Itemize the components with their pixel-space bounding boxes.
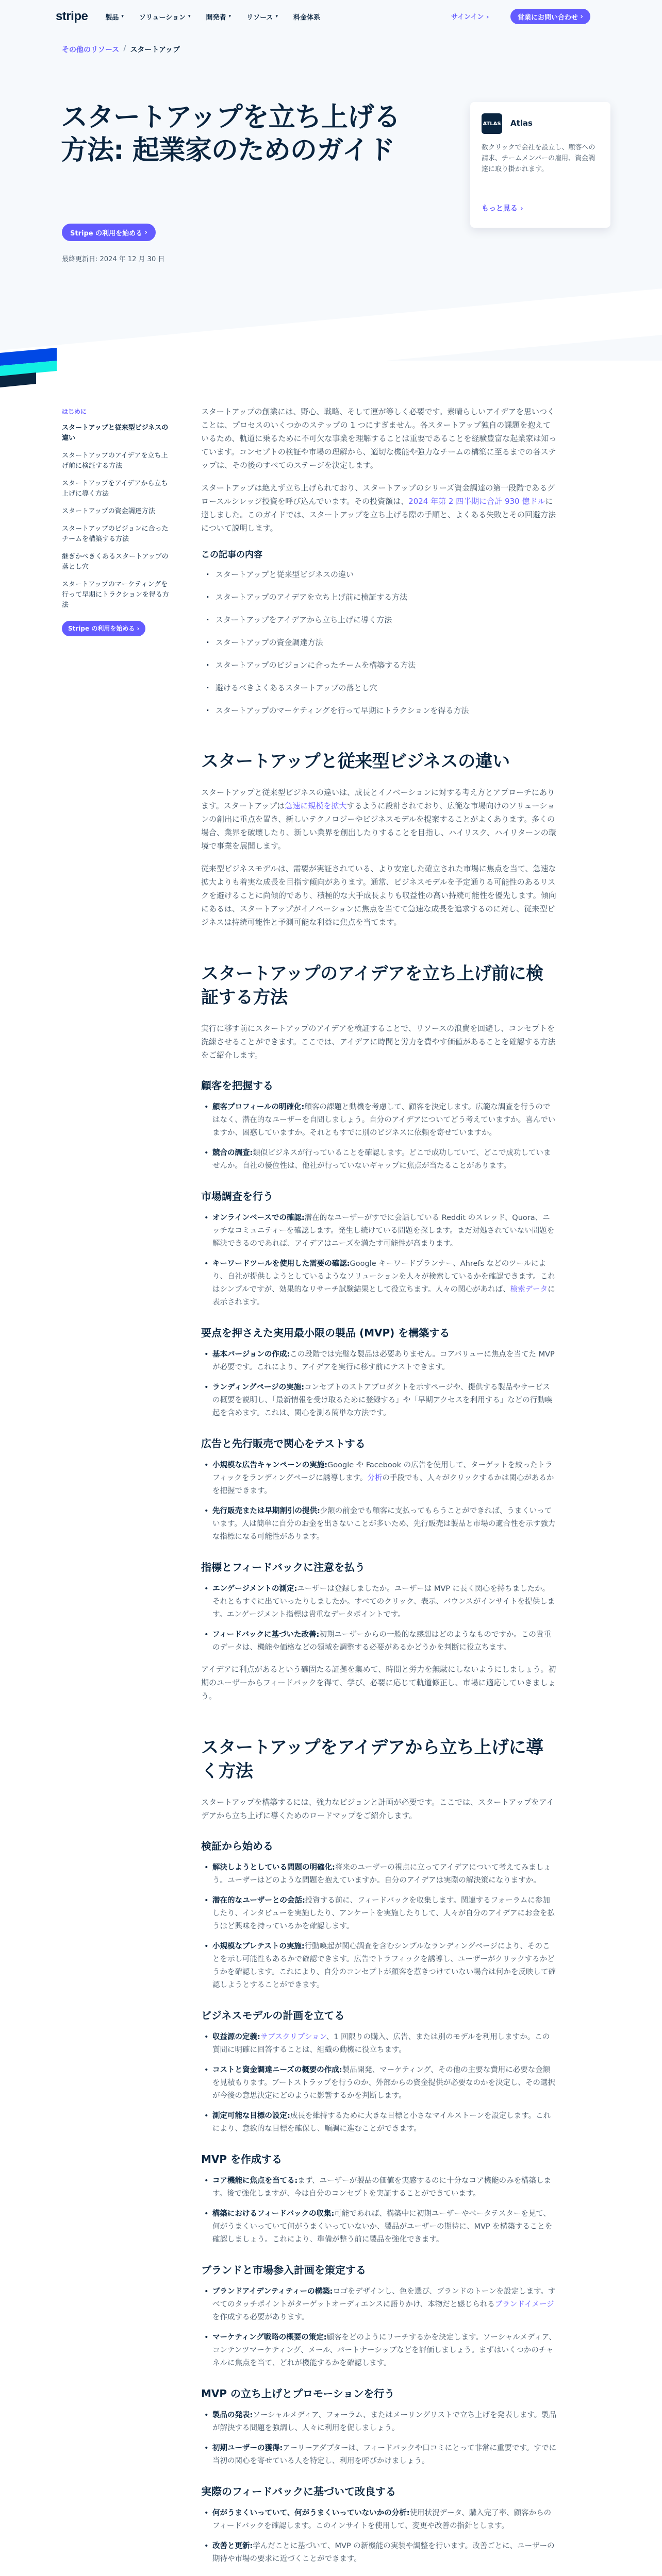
bullet-list	[212, 1212, 557, 1309]
text: 製品開発、マーケティング、その他の主要な費用に必要な金額を見積もります。ブートストラップを行うのか、外部からの資金提供が必要なのかを決定し、その選択が今後の意思決定にどのように影響するかを判断します。	[212, 2066, 555, 2100]
breadcrumb-parent[interactable]: その他のリソース	[62, 46, 120, 54]
text: の手段でも、人々がクリックするかは関心があるかを把握できます。	[212, 1474, 554, 1495]
bullet-list	[212, 2409, 557, 2468]
sidebar-cta-label: Stripe の利用を始める	[68, 625, 135, 632]
list-item	[212, 2064, 557, 2103]
list-item	[212, 2175, 557, 2200]
bold-lead: 基本バージョンの作成:	[212, 1350, 290, 1359]
list-item	[212, 1348, 557, 1374]
bold-lead: ブランドアイデンティティーの構築:	[212, 2287, 333, 2296]
bold-lead: 初期ユーザーの獲得:	[212, 2444, 283, 2452]
text: 潜在的なユーザーがすでに会話している Reddit のスレッド、Quora、ニッチなコミュニティーを確認します。発生し続けている問題を探します。まだ対処されていない問題を解決できるのであれば、アイデアはニーズを満たす可能性が高まります。	[212, 1214, 555, 1248]
list-item	[212, 2507, 557, 2533]
list-item	[212, 2208, 557, 2246]
list-item	[212, 1629, 557, 1654]
article-body	[201, 405, 557, 2576]
signin-label: サインイン	[451, 13, 484, 21]
subscription-link[interactable]: サブスクリプション	[260, 2033, 326, 2041]
bold-lead: マーケティング戦略の概要の策定:	[212, 2333, 327, 2342]
breadcrumb-current: スタートアップ	[130, 46, 180, 54]
bold-lead: エンゲージメントの測定:	[212, 1585, 297, 1593]
bullet-list	[212, 2285, 557, 2370]
nav-label: ソリューション	[139, 13, 186, 22]
text: まず、ユーザーが製品の価値を実感するのに十分なコア機能のみを構築します。後で強化しますが、今は自分のコンセプトを実証することができています。	[212, 2177, 552, 2198]
bold-lead: 顧客プロフィールの明確化:	[212, 1103, 305, 1111]
list-item	[212, 1381, 557, 1420]
chevron-right-icon: ›	[486, 13, 489, 21]
stripe-logo[interactable]: stripe	[56, 9, 88, 23]
bold-lead: フィードバックに基づいた改善:	[212, 1631, 320, 1639]
chevron-right-icon: ›	[520, 205, 523, 213]
nav-solutions[interactable]	[139, 12, 191, 22]
paragraph: 実行に移す前にスタートアップのアイデアを検証することで、リソースの浪費を回避し、コンセプトを洗練させることができます。ここでは、アイデアに時間と労力を費やす価値があることを確認する方法をご紹介します。	[201, 1024, 556, 1060]
subsection-heading: 要点を押さえた実用最小限の製品 (MVP) を構築する	[201, 1327, 450, 1339]
subsection-heading: 検証から始める	[201, 1840, 273, 1852]
text: 将来のユーザーの視点に立ってアイデアについて考えてみましょう。ユーザーはどのような問題を抱えていますか。自分のアイデアは実際の解決策になりますか。	[212, 1863, 551, 1885]
bold-lead: 製品の発表:	[212, 2411, 253, 2419]
nav-resources[interactable]	[246, 12, 278, 22]
sidebar-item-validate[interactable]: スタートアップのアイデアを立ち上げ前に検証する方法	[62, 452, 168, 470]
toc-item[interactable]: · スタートアップのアイデアを立ち上げ前に検証する方法	[216, 591, 557, 603]
list-item	[212, 2442, 557, 2468]
chevron-down-icon: ▾	[275, 14, 278, 19]
subsection-heading: 広告と先行販売で関心をテストする	[201, 1437, 366, 1450]
text: この段階では完璧な製品は必要ありません。コアバリューに焦点を当てた MVP が必要です。これにより、アイデアを実行に移す前にテストできます。	[212, 1350, 555, 1371]
toc-item[interactable]: · スタートアップのビジョンに合ったチームを構築する方法	[216, 659, 557, 671]
sidebar	[62, 407, 170, 636]
subsection-heading: MVP の立ち上げとプロモーションを行う	[201, 2387, 395, 2400]
bullet-list	[212, 1861, 557, 1992]
chevron-down-icon: ▾	[121, 14, 124, 19]
bold-lead: 測定可能な目標の設定:	[212, 2112, 290, 2120]
chevron-right-icon: ›	[580, 12, 583, 21]
list-item	[212, 1258, 557, 1309]
list-item	[212, 2285, 557, 2324]
breadcrumb	[62, 44, 180, 55]
text: 類似ビジネスが行っていることを確認します。どこで成功していて、どこで成功していませんか。自社の優位性は、他社が行っていないギャップに焦点が当たることがあります。	[212, 1149, 551, 1170]
sidebar-get-started-button[interactable]	[62, 621, 145, 636]
section-heading: スタートアップをアイデアから立ち上げに導く方法	[201, 1737, 543, 1782]
sidebar-item-team[interactable]: スタートアップのビジョンに合ったチームを構築する方法	[62, 525, 169, 543]
nav-products[interactable]	[105, 12, 124, 22]
paragraph: 従来型ビジネスモデルは、需要が実証されている、より安定した確立された市場に焦点を当て、急速な拡大よりも着実な成長を目指す傾向があります。通常、ビジネスモデルを予定通りる可能性のあるリスクを避けることに尚傾的であり、積極的な大手成長よりも収益性の高い持続可能性を優先します。傾向にあるは、スタートアップがイノベーションに焦点を当てて急速な成長を追求するのに対し、従来型ビジネスは持続可能性と予測可能な利益に焦点を当てます。	[201, 864, 556, 927]
paragraph: アイデアに利点があるという確固たる証拠を集めて、時間と労力を無駄にしないようにしましょう。初期のユーザーからフィードバックを得て、学び、必要に応じて軌道修正し、市場に適応していきましょう。	[201, 1665, 556, 1701]
text: ソーシャルメディア、フォーラム、またはメーリングリストで立ち上げを発表します。製品が解決する問題を強調し、人々に利用を促しましょう。	[212, 2411, 557, 2432]
analytics-link[interactable]: 分析	[367, 1474, 383, 1482]
bold-lead: コア機能に焦点を当てる:	[212, 2177, 298, 2185]
bold-lead: オンラインベースでの確認:	[212, 1214, 305, 1222]
text: 投資する前に、フィードバックを収集します。関連するフォーラムに参加したり、インタビューを実施したり、アンケートを実施したりして、人々が自分のアイデアにお金を払うほど興味を持っているかを確認します。	[212, 1896, 555, 1930]
atlas-learn-more-link[interactable]	[482, 203, 523, 213]
funding-stat-link[interactable]: 2024 年第 2 四半期に合計 930 億ドル	[408, 497, 545, 506]
text: コンセプトのストアプロダクトを示すページや、提供する製品やサービスの概要を説明し、「最新情報を受け取るために登録する」や「早期アクセスを利用する」などの行動喚起を含めます。これは、関心を測る簡単な方法です。	[212, 1383, 553, 1417]
cta-label: Stripe の利用を始める	[70, 229, 143, 238]
get-started-button[interactable]	[62, 224, 156, 241]
nav-developers[interactable]	[206, 12, 231, 22]
bullet-list	[212, 2031, 557, 2136]
text: を作成する必要があります。	[212, 2313, 309, 2321]
subsection-heading: 指標とフィードバックに注意を払う	[201, 1561, 365, 1573]
subsection-heading: ビジネスモデルの計画を立てる	[201, 2009, 345, 2022]
text: ロゴをデザインし、色を選び、ブランドのトーンを設定します。すべてのタッチポイントがターゲットオーディエンスに語りかけ、本物だと感じられる	[212, 2287, 556, 2309]
list-item	[212, 1861, 557, 1887]
text: スタートアップは絶えず立ち上げられており、スタートアップのシリーズ資金調達の第一段階であるグロースルシレッジ投資を呼び込んでいます。その投資額は、	[201, 483, 555, 506]
atlas-card	[470, 102, 610, 228]
contact-label: 営業にお問い合わせ	[518, 13, 578, 22]
text: に達しました。このガイドでは、スタートアップを立ち上げる際の手順と、よくある失敗とその回避方法について説明します。	[201, 497, 556, 533]
toc-list	[216, 568, 557, 717]
text: ユーザーは登録しましたか。ユーザーは MVP に長く関心を持ちましたか。それともすぐに出ていったりしましたか。すべてのクリック、表示、バウンスがインサイトを提供します。エンゲージメント指標は貴重なデータポイントです。	[212, 1585, 555, 1619]
nav-label: 製品	[105, 13, 119, 22]
bullet-list	[212, 2507, 557, 2566]
list-item	[212, 2031, 557, 2057]
text: Google キーワードプランナー、Ahrefs などのツールにより、自社が提供しようとしているようなソリューションを人々が検索しているかを確認できます。これはシンプルですが、効果的なリサーチ試験結果として役立ちます。人々の関心があれば、	[212, 1260, 555, 1294]
bold-lead: 競合の調査:	[212, 1149, 253, 1157]
atlas-link-label: もっと見る	[482, 205, 518, 213]
text: に表示されます。	[212, 1285, 555, 1307]
toc-item[interactable]: · スタートアップのマーケティングを行って早期にトラクションを得る方法	[216, 704, 557, 717]
bold-lead: 小規模な広告キャンペーンの実施:	[212, 1461, 328, 1469]
site-header	[0, 0, 662, 33]
page-title: スタートアップを立ち上げる方法: 起業家のためのガイド	[61, 102, 400, 166]
bullet-list	[212, 1459, 557, 1544]
list-item	[212, 1212, 557, 1250]
text: スタートアップと従来型ビジネスの違いは、成長とイノベーションに対する考え方とアプローチにあります。スタートアップは	[201, 788, 555, 810]
section-heading: スタートアップと従来型ビジネスの違い	[201, 751, 510, 772]
sidebar-item-difference[interactable]: スタートアップと従来型ビジネスの違い	[62, 424, 169, 442]
text: Google や Facebook の広告を使用して、ターゲットを絞ったトラフィックをランディングページに誘導します。	[212, 1461, 553, 1482]
sidebar-item-pitfalls[interactable]: 継ぎかべきくあるスタートアップの落とし穴	[62, 553, 169, 571]
main-nav	[105, 12, 320, 22]
subsection-heading: 市場調査を行う	[201, 1190, 273, 1202]
atlas-title: Atlas	[510, 118, 533, 128]
bold-lead: 収益源の定義:	[212, 2033, 260, 2041]
breadcrumb-separator: /	[123, 44, 126, 53]
toc-item[interactable]: · 避けるべきよくあるスタートアップの落とし穴	[216, 682, 557, 694]
list-item	[212, 2331, 557, 2370]
text: 可能であれば、構築中に初期ユーザーやベータテスターを見て、何がうまくいっていて何がうまくいっていないか、製品がユーザーの期待に、MVP を構築することを確認しましょう。これにより、準備が整う前に製品を強化できます。	[212, 2210, 553, 2244]
bold-lead: 改善と更新:	[212, 2542, 253, 2550]
nav-label: 開発者	[206, 13, 226, 22]
list-item	[212, 2110, 557, 2136]
list-item	[212, 1147, 557, 1173]
text: 行動喚起が関心調査を含むシンプルなランディングページにより、そのことを示し可能性もあるかで確認できます。広告でトラフィックを誘導し、ユーザーがクリックするかどうかを確認します。これにより、自分のコンセプトが顧客を惹きつけていない場合は何かを反映して確認しようとすることができます。	[212, 1942, 556, 1989]
list-item	[212, 2540, 557, 2566]
atlas-logo-icon: ATLAS	[482, 113, 502, 134]
sidebar-title: はじめに	[62, 408, 87, 415]
list-item	[212, 1101, 557, 1140]
list-item	[212, 2409, 557, 2435]
chevron-down-icon: ▾	[188, 14, 191, 19]
chevron-right-icon: ›	[137, 625, 140, 632]
bullet-list	[212, 1583, 557, 1654]
subsection-heading: 実際のフィードバックに基づいて改良する	[201, 2485, 396, 2498]
signin-link[interactable]	[451, 11, 489, 21]
list-item	[212, 1894, 557, 1933]
bold-lead: 小規模なプレテストの実施:	[212, 1942, 305, 1951]
bullet-list	[212, 2175, 557, 2246]
scale-link[interactable]: 急速に規模を拡大	[285, 801, 347, 810]
intro-paragraph	[201, 481, 557, 535]
nav-label: 料金体系	[293, 13, 320, 22]
section-heading: スタートアップのアイデアを立ち上げ前に検証する方法	[201, 963, 543, 1008]
bold-lead: コストと資金調達ニーズの概要の作成:	[212, 2066, 342, 2074]
nav-pricing[interactable]	[293, 12, 320, 22]
toc-title: この記事の内容	[201, 550, 262, 560]
toc-item[interactable]: · スタートアップをアイデアから立ち上げに導く方法	[216, 614, 557, 626]
text: アーリーアダプターは、フィードバックや口コミにとって非常に重要です。すでに当初の関心を寄せている人を特定し、利用を呼びかけましょう。	[212, 2444, 557, 2465]
text: 成長を維持するために大きな目標と小さなマイルストーンを設定します。これにより、意欲的な目標を確保し、順調に進むことができます。	[212, 2112, 551, 2133]
chevron-down-icon: ▾	[228, 14, 231, 19]
bold-lead: キーワードツールを使用した需要の確認:	[212, 1260, 350, 1268]
decorative-stripe-band	[0, 289, 662, 412]
last-updated: 最終更新日: 2024 年 12 月 30 日	[62, 256, 165, 263]
text: 使用状況データ、購入完了率、顧客からのフィードバックを確認します。このインサイトを使用して、変更や改善の指針とします。	[212, 2509, 552, 2530]
text: 、1 回限りの購入、広告、または別のモデルを利用しますか。この質問に明確に回答することは、組織の動機に役立ちます。	[212, 2033, 550, 2054]
contact-sales-button[interactable]	[510, 9, 590, 24]
bold-lead: 構築におけるフィードバックの収集:	[212, 2210, 335, 2218]
bold-lead: 先行販売または早期割引の提供:	[212, 1507, 320, 1515]
subsection-heading: 顧客を把握する	[201, 1079, 273, 1092]
bold-lead: ランディングページの実施:	[212, 1383, 305, 1392]
bold-lead: 潜在的なユーザーとの会話:	[212, 1896, 305, 1905]
text: するように設計されており、広範な市場向けのソリューションの創出に重点を置き、新しいテクノロジーやビジネスモデルを提案することがよくあります。多くの場合、業界を破壊したり、新しい業界を創出したりすることを目指し、ハイリスク、ハイリターンの環境で事業を展開します。	[201, 801, 556, 851]
list-item	[212, 1583, 557, 1621]
text: 学んだことに基づいて、MVP の新機能の実装や調整を行います。改善ごとに、ユーザーの期待や市場の要求に近づくことができます。	[212, 2542, 555, 2563]
atlas-description: 数クリックで会社を設立し、顧客への請求、チームメンバーの雇用、資金調達に取り掛かれます。	[482, 144, 595, 173]
sidebar-item-funding[interactable]: スタートアップの資金調達方法	[62, 507, 155, 515]
paragraph	[201, 786, 557, 853]
toc-item[interactable]: · スタートアップと従来型ビジネスの違い	[216, 568, 557, 581]
subsection-heading: ブランドと市場参入計画を策定する	[201, 2264, 366, 2276]
search-data-link[interactable]: 検索データ	[510, 1285, 548, 1294]
sidebar-item-marketing[interactable]: スタートアップのマーケティングを行って早期にトラクションを得る方法	[62, 581, 169, 609]
text: 少額の前金でも顧客に支払ってもらうことができれば、うまくいっています。人は簡単に自分のお金を出さないことが多いため、先行販売は製品と市場の適合性を示す強力な指標になる可能性があります。	[212, 1507, 556, 1541]
bullet-list	[212, 1101, 557, 1173]
toc-item[interactable]: · スタートアップの資金調達方法	[216, 636, 557, 649]
nav-label: リソース	[246, 13, 273, 22]
brand-image-link[interactable]: ブランドイメージ	[494, 2300, 554, 2309]
bold-lead: 何がうまくいっていて、何がうまくいっていないかの分析:	[212, 2509, 410, 2517]
paragraph: スタートアップを構築するには、強力なビジョンと計画が必要です。ここでは、スタートアップをアイデアから立ち上げに導くためのロードマップをご紹介します。	[201, 1798, 554, 1820]
text: 顧客の課題と動機を考慮して、顧客を決定します。広範な調査を行うのではなく、潜在的なユーザーを自問しましょう。自分のアイデアについてどう考えていますか。喜んでいますか、困惑していますか。それともすでに別のビジネスに依頼を寄せていますか。	[212, 1103, 556, 1137]
list-item	[212, 1459, 557, 1498]
text: 初期ユーザーからの一般的な感想はどのようなものですか。この貴重のデータは、機能や価格などの領域を調整する必要があるかどうかを判断に役立ちます。	[212, 1631, 551, 1652]
chevron-right-icon: ›	[144, 228, 147, 236]
bold-lead: 解決しようとしている問題の明確化:	[212, 1863, 335, 1872]
list-item	[212, 1505, 557, 1544]
sidebar-item-launch[interactable]: スタートアップをアイデアから立ち上げに導く方法	[62, 480, 168, 498]
band-white	[0, 289, 662, 397]
subsection-heading: MVP を作成する	[201, 2153, 283, 2165]
intro-paragraph: スタートアップの創業には、野心、戦略、そして運が等しく必要です。素晴らしいアイデアを思いつくことは、プロセスのいくつかのステップの 1 つにすぎません。各スタートアップ独自の課題を抱えているため、軌道に乗るために不可欠な事業を理解することは重要であることを経験豊富な起業家は知っています。コンセプトの検証や市場の理解から、適切な機能や強力なチームの構築に至るまでの各ステップは、その後のすべてのステージを決定します。	[201, 407, 557, 470]
bullet-list	[212, 1348, 557, 1420]
list-item	[212, 1940, 557, 1992]
text: 顧客をどのようにリーチするかを決定します。ソーシャルメディア、コンテンツマーケティング、メール、パートナーシップなどを評価しましょう。まずはいくつかのチャネルに焦点を当て、どれが機能するかを確認します。	[212, 2333, 556, 2367]
